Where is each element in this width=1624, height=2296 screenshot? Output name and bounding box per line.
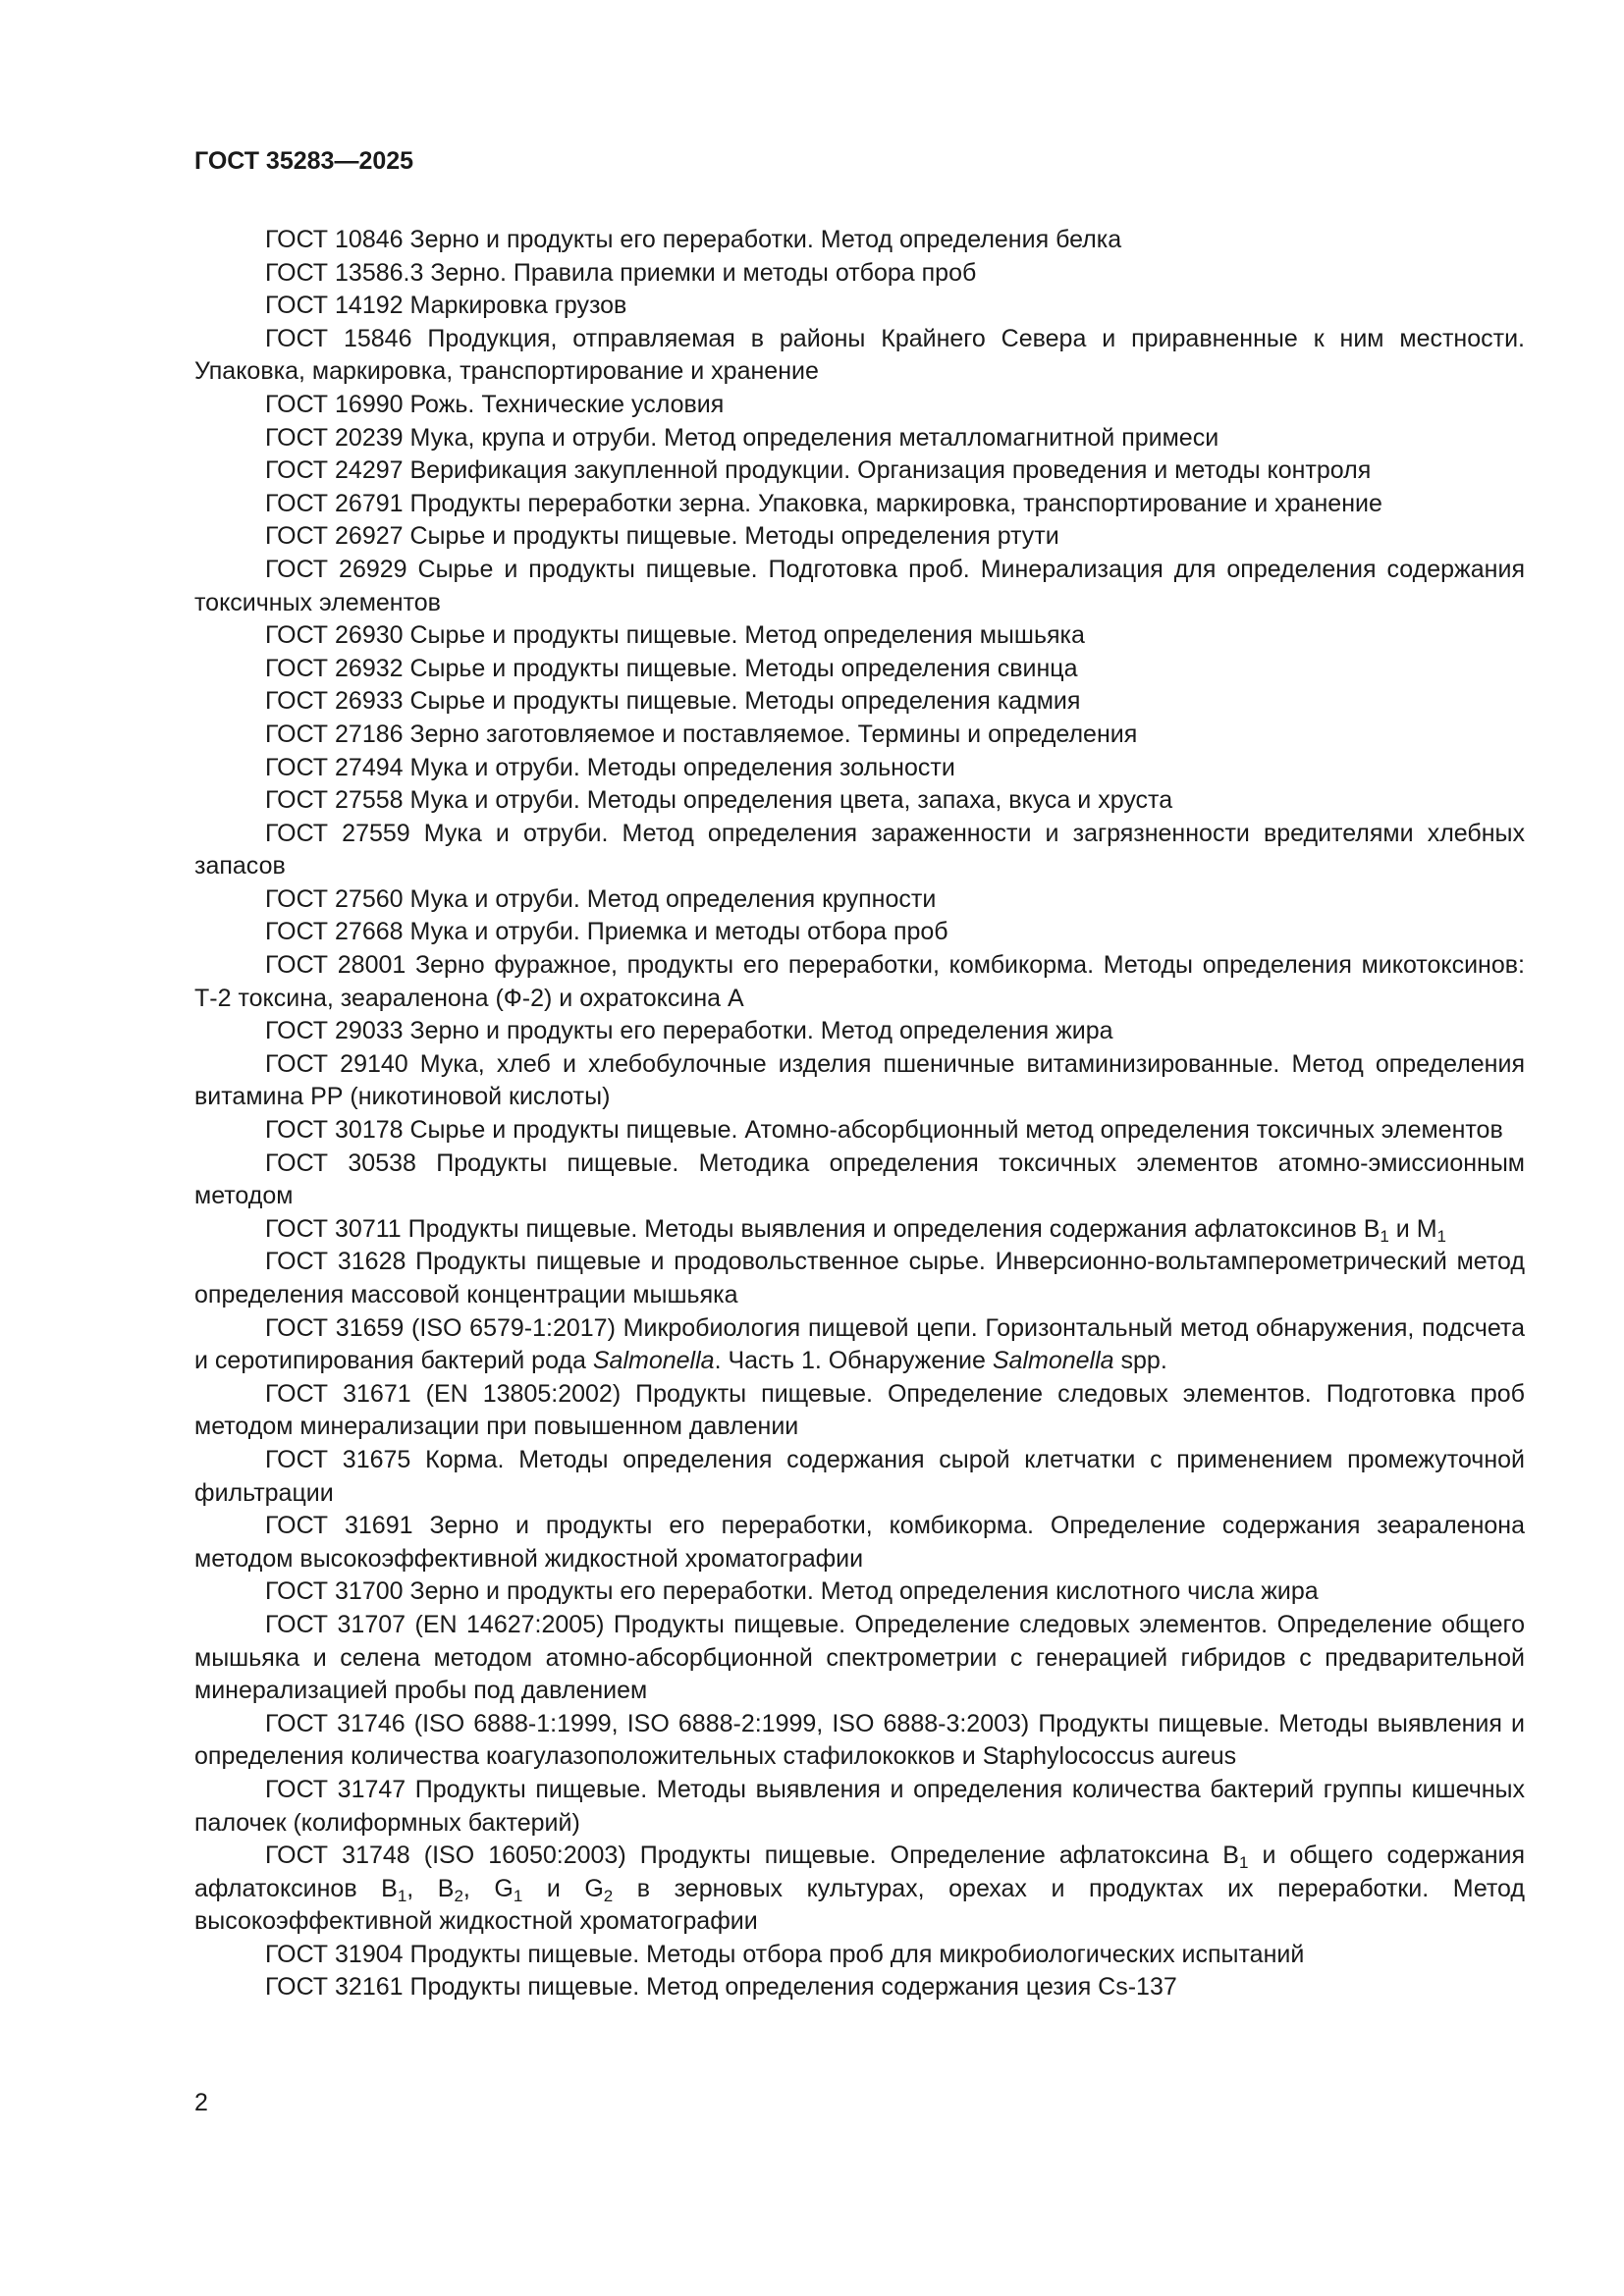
reference-item: ГОСТ 29140 Мука, хлеб и хлебобулочные изделия пшеничные витаминизированные. Метод определения витамина РР (никотиновой кислоты) [194, 1049, 1525, 1111]
reference-item: ГОСТ 27560 Мука и отруби. Метод определения крупности [265, 884, 937, 913]
reference-item: ГОСТ 31691 Зерно и продукты его переработки, комбикорма. Определение содержания зеараленона методом высокоэффективной жидкостной хроматографии [194, 1512, 1525, 1573]
reference-item: ГОСТ 32161 Продукты пищевые. Метод определения содержания цезия Cs-137 [265, 1973, 1177, 2002]
reference-item: ГОСТ 26929 Сырье и продукты пищевые. Подготовка проб. Минерализация для определения содержания токсичных элементов [194, 555, 1525, 616]
reference-item: ГОСТ 16990 Рожь. Технические условия [265, 390, 725, 418]
reference-item: ГОСТ 31707 (EN 14627:2005) Продукты пищевые. Определение следовых элементов. Определение общего мышьяка и селена методом атомно-абсорбционной спектрометрии с генерацией гибридов с предварительной минерализацией пробы под давлением [194, 1610, 1525, 1705]
reference-item: ГОСТ 31675 Корма. Методы определения содержания сырой клетчатки с применением промежуточной фильтрации [194, 1445, 1525, 1507]
reference-item: ГОСТ 26791 Продукты переработки зерна. Упаковка, маркировка, транспортирование и хранение [265, 489, 1382, 517]
reference-item: ГОСТ 30178 Сырье и продукты пищевые. Атомно-абсорбционный метод определения токсичных элементов [265, 1116, 1503, 1145]
reference-item: ГОСТ 31748 (ISO 16050:2003) Продукты пищевые. Определение афлатоксина $В_1$ и общего содержания афлатоксинов $В_1$, $В_2$, $G_1$ и $G_2$ в зерновых культурах, орехах и продуктах их переработки. Метод высокоэффективной жидкостной хроматографии [194, 1842, 1526, 1936]
reference-item: ГОСТ 27668 Мука и отруби. Приемка и методы отбора проб [265, 918, 948, 946]
reference-item: ГОСТ 29033 Зерно и продукты его переработки. Метод определения жира [265, 1017, 1113, 1045]
reference-item: ГОСТ 13586.3 Зерно. Правила приемки и методы отбора проб [265, 258, 977, 287]
reference-item: ГОСТ 10846 Зерно и продукты его переработки. Метод определения белка [265, 226, 1122, 253]
reference-item: ГОСТ 27494 Мука и отруби. Методы определения зольности [265, 753, 955, 781]
reference-item: ГОСТ 20239 Мука, крупа и отруби. Метод определения металломагнитной примеси [265, 423, 1219, 452]
page-number: 2 [194, 2089, 208, 2116]
reference-item: ГОСТ 26927 Сырье и продукты пищевые. Методы определения ртути [265, 522, 1059, 551]
normative-references-list [194, 224, 1525, 2004]
reference-item: ГОСТ 24297 Верификация закупленной продукции. Организация проведения и методы контроля [265, 456, 1372, 485]
reference-item: ГОСТ 27558 Мука и отруби. Методы определения цвета, запаха, вкуса и хруста [265, 786, 1173, 815]
reference-item: ГОСТ 15846 Продукция, отправляемая в районы Крайнего Севера и приравненные к ним местности. Упаковка, маркировка, транспортирование и хранение [194, 324, 1525, 386]
reference-item: ГОСТ 27559 Мука и отруби. Метод определения зараженности и загрязненности вредителями хлебных запасов [194, 819, 1525, 881]
reference-item: ГОСТ 31659 (ISO 6579-1:2017) Микробиология пищевой цепи. Горизонтальный метод обнаружения, подсчета и серотипирования бактерий рода Salmonella. Часть 1. Обнаружение Salmonella spp. [194, 1313, 1525, 1375]
reference-item: ГОСТ 31700 Зерно и продукты его переработки. Метод определения кислотного числа жира [265, 1577, 1319, 1606]
reference-item: ГОСТ 31904 Продукты пищевые. Методы отбора проб для микробиологических испытаний [265, 1940, 1305, 1968]
reference-item: ГОСТ 31746 (ISO 6888-1:1999, ISO 6888-2:1999, ISO 6888-3:2003) Продукты пищевые. Методы выявления и определения количества коагулазоположительных стафилококков и Staphylococcus aureus [194, 1709, 1525, 1771]
reference-item: ГОСТ 28001 Зерно фуражное, продукты его переработки, комбикорма. Методы определения микотоксинов: Т-2 токсина, зеараленона (Ф-2) и охратоксина А [194, 951, 1525, 1012]
reference-item: ГОСТ 26930 Сырье и продукты пищевые. Метод определения мышьяка [265, 621, 1085, 650]
reference-item: ГОСТ 26932 Сырье и продукты пищевые. Методы определения свинца [265, 654, 1078, 682]
reference-item: ГОСТ 31671 (EN 13805:2002) Продукты пищевые. Определение следовых элементов. Подготовка проб методом минерализации при повышенном давлении [194, 1379, 1525, 1441]
reference-item: ГОСТ 14192 Маркировка грузов [265, 292, 627, 320]
reference-item: ГОСТ 30711 Продукты пищевые. Методы выявления и определения содержания афлатоксинов $В_1$ и $М_1$ [265, 1214, 1447, 1246]
reference-item: ГОСТ 26933 Сырье и продукты пищевые. Методы определения кадмия [265, 687, 1081, 716]
reference-item: ГОСТ 31628 Продукты пищевые и продовольственное сырье. Инверсионно-вольтамперометрический метод определения массовой концентрации мышьяка [194, 1248, 1525, 1308]
reference-item: ГОСТ 27186 Зерно заготовляемое и поставляемое. Термины и определения [265, 720, 1138, 748]
reference-item: ГОСТ 31747 Продукты пищевые. Методы выявления и определения количества бактерий группы кишечных палочек (колиформных бактерий) [194, 1775, 1525, 1837]
document-header-title: ГОСТ 35283—2025 [194, 147, 414, 175]
reference-item: ГОСТ 30538 Продукты пищевые. Методика определения токсичных элементов атомно-эмиссионным методом [194, 1148, 1525, 1210]
